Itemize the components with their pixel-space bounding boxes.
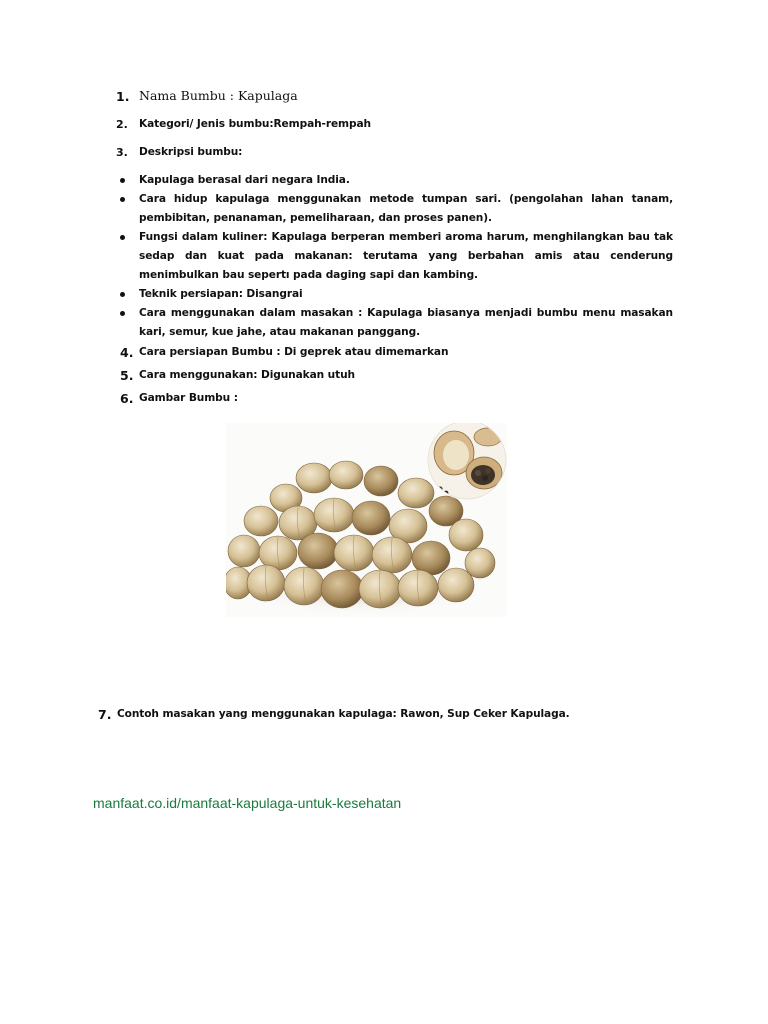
bullet-marker xyxy=(120,311,125,316)
cardamom-illustration xyxy=(226,423,507,617)
bullet-cultivation: Cara hidup kapulaga menggunakan metode tumpan sari. (pengolahan lahan tanam, pembibitan, penanaman, pemeliharaan, dan proses panen). xyxy=(139,193,673,224)
source-link[interactable]: manfaat.co.id/manfaat-kapulaga-untuk-kesehatan xyxy=(93,795,402,811)
cardamom-pods-photo xyxy=(226,423,507,617)
example-dishes: Contoh masakan yang menggunakan kapulaga: Rawon, Sup Ceker Kapulaga. xyxy=(117,708,570,720)
spice-category: Kategori/ Jenis bumbu:Rempah-rempah xyxy=(139,118,371,130)
list-number-1: 1. xyxy=(116,89,130,104)
bullet-preparation-technique: Teknik persiapan: Disangrai xyxy=(139,288,303,300)
spice-name: Nama Bumbu : Kapulaga xyxy=(139,88,298,103)
bullet-marker xyxy=(120,178,125,183)
list-number-7: 7. xyxy=(98,707,112,722)
list-number-3: 3. xyxy=(116,146,128,159)
bullet-usage: Cara menggunakan dalam masakan : Kapulaga biasanya menjadi bumbu menu masakan kari, semur, kue jahe, atau makanan panggang. xyxy=(139,307,673,338)
list-number-4: 4. xyxy=(120,345,134,360)
bullet-marker xyxy=(120,235,125,240)
preparation-method: Cara persiapan Bumbu : Di geprek atau dimemarkan xyxy=(139,346,449,358)
bullet-culinary-function: Fungsi dalam kuliner: Kapulaga berperan memberi aroma harum, menghilangkan bau tak sedap dan kuat pada makanan: terutama yang berbahan amis atau cenderung menimbulkan bau sepertı pada daging sapi dan kambing. xyxy=(139,231,673,281)
usage-method: Cara menggunakan: Digunakan utuh xyxy=(139,369,355,381)
bullet-marker xyxy=(120,197,125,202)
bullet-marker xyxy=(120,292,125,297)
bullet-origin: Kapulaga berasal dari negara India. xyxy=(139,174,350,186)
description-heading: Deskripsi bumbu: xyxy=(139,146,243,158)
list-number-2: 2. xyxy=(116,118,128,131)
image-heading: Gambar Bumbu : xyxy=(139,392,238,404)
list-number-6: 6. xyxy=(120,391,134,406)
list-number-5: 5. xyxy=(120,368,134,383)
